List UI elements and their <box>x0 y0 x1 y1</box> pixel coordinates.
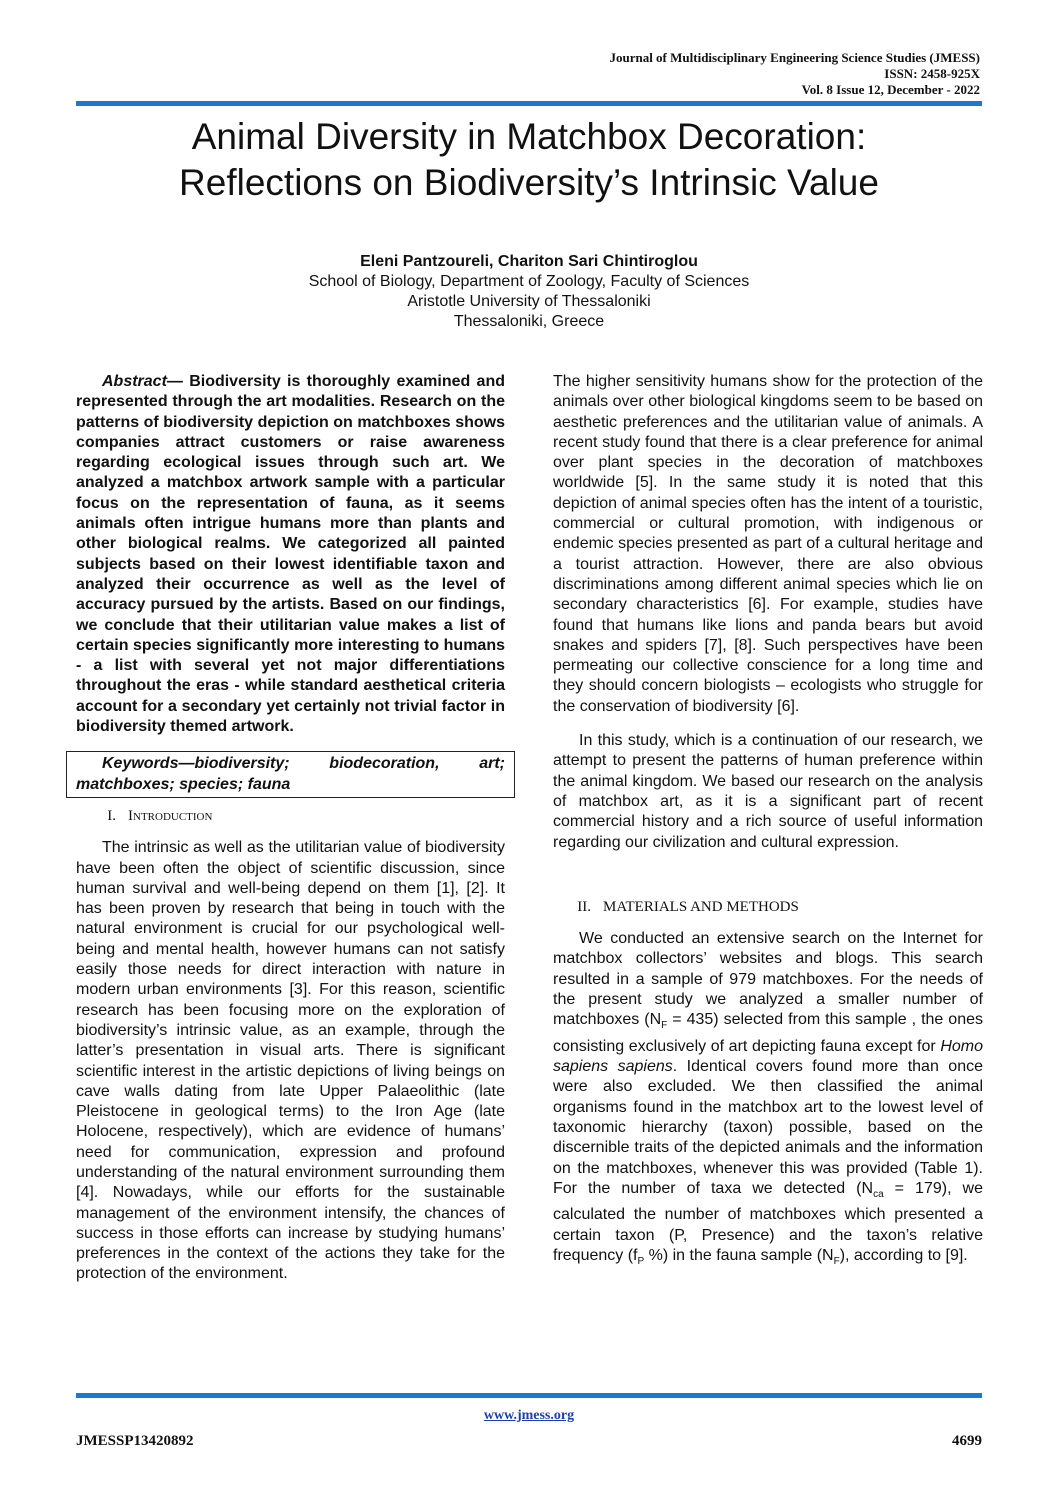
section-number: II. <box>577 898 591 915</box>
paper-id: JMESSP13420892 <box>76 1433 194 1449</box>
methods-text-c: . Identical covers found more than once were also excluded. We then classified the animal organisms found in the matchbox art to the lowest level of taxonomic hierarchy (taxon) possible, based on the discernible traits of the depicted animals and the information on the matchboxes, whenever this was provided (Table 1). For the number of taxa we detected (N <box>553 1058 983 1197</box>
affiliation-line-3: Thessaloniki, Greece <box>453 313 605 330</box>
journal-volume: Vol. 8 Issue 12, December - 2022 <box>801 82 980 97</box>
subscript-f: F <box>661 1020 668 1032</box>
page-number: 4699 <box>952 1433 982 1449</box>
footer-url[interactable] <box>0 1408 1058 1424</box>
journal-name: Journal of Multidisciplinary Engineering Science Studies (JMESS) <box>609 50 980 65</box>
author-block <box>80 252 978 332</box>
methods-text-d: = 179), we calculated the number of matchboxes which presented a certain taxon (P, Presence) and the taxon’s relative frequency (f <box>553 1179 983 1264</box>
abstract-label: Abstract <box>102 373 167 390</box>
methods-paragraph <box>553 929 983 1272</box>
right-column <box>553 372 983 1272</box>
subscript-p: P <box>637 1256 645 1268</box>
title-line-2: Reflections on Biodiversity’s Intrinsic Value <box>179 162 879 203</box>
subscript-f-2: F <box>833 1256 840 1268</box>
right-paragraph-1: The higher sensitivity humans show for the protection of the animals over other biological kingdoms seem to be based on aesthetic preferences and the utilitarian value of animals. A recent study found that there is a clear preference for animal over plant species in the decoration of matchboxes worldwide [5]. In the same study it is noted that this depiction of animal species often has the intent of a touristic, commercial or cultural promotion, with indigenous or endemic species presented as part of a cultural heritage and a tourist attraction. However, there are also obvious discriminations among different animal species which lie on secondary characteristics [6]. For example, studies have found that humans like lions and panda bears but avoid snakes and spiders [7], [8]. Such perspectives have been permeating our collective conscience for a long time and they should concern biologists – ecologists who struggle for the conservation of biodiversity [6]. <box>553 373 983 715</box>
author-names: Eleni Pantzoureli, Chariton Sari Chintiroglou <box>360 253 698 270</box>
affiliation-line-2: Aristotle University of Thessaloniki <box>407 293 651 310</box>
methods-text-e: %) in the fauna sample (N <box>644 1246 834 1264</box>
journal-link[interactable]: www.jmess.org <box>483 1408 575 1423</box>
section-heading-methods <box>553 897 983 917</box>
journal-header <box>609 50 980 98</box>
methods-text-a: We conducted an extensive search on the Internet for matchbox collectors’ websites and blogs. This search resulted in a sample of 979 matchboxes. For the needs of the present study we analyzed a smaller number of matchboxes (N <box>553 930 983 1029</box>
journal-issn: ISSN: 2458-925X <box>884 66 980 81</box>
keywords-text: Keywords—biodiversity; biodecoration, art; matchboxes; species; fauna <box>76 755 505 793</box>
methods-text-f: ), according to [9]. <box>839 1246 968 1264</box>
methods-text-b: = 435) selected from this sample , the ones consisting exclusively of art depicting fauna except for <box>553 1011 983 1055</box>
title-line-1: Animal Diversity in Matchbox Decoration: <box>191 116 867 157</box>
abstract <box>76 372 505 737</box>
introduction-paragraph: The intrinsic as well as the utilitarian value of biodiversity have been often the object of scientific discussion, since human survival and well-being depend on them [1], [2]. It has been proven by research that being in touch with the natural environment is crucial for our psychological well-being and mental health, however humans can not satisfy easily those needs for direct interaction with nature in modern urban environments [3]. For this reason, scientific research has been focusing more on the exploration of biodiversity’s intrinsic value, as an example, through the latter’s presentation in visual arts. There is significant scientific interest in the artistic depictions of living beings on cave walls dating from late Upper Palaeolithic (late Pleistocene in geological terms) to the Iron Age (late Holocene, respectively), which are evidence of humans’ need for communication, expression and profound understanding of the natural environment surrounding them [4]. Nowadays, while our efforts for the sustainable management of the environment intensify, the chances of success in those efforts can increase by studying humans’ preferences in the context of the actions they take for the protection of the environment. <box>76 839 505 1283</box>
affiliation-line-1: School of Biology, Department of Zoology, Faculty of Sciences <box>308 273 750 290</box>
section-title: Introduction <box>128 807 213 824</box>
section-number: I. <box>107 807 116 824</box>
left-column <box>76 372 505 1285</box>
section-title: MATERIALS AND METHODS <box>603 898 799 915</box>
section-heading-introduction <box>76 806 505 826</box>
footer-rule <box>76 1393 982 1398</box>
keywords-box <box>66 751 515 798</box>
header-rule <box>76 101 982 106</box>
paper-title <box>80 114 978 206</box>
abstract-dash: — <box>166 373 190 390</box>
subscript-ca: ca <box>873 1189 884 1201</box>
species-name: Homo sapiens sapiens <box>553 1037 983 1076</box>
abstract-text: Biodiversity is thoroughly examined and represented through the art modalities. Research on the patterns of biodiversity depiction on matchboxes shows companies attract customers or raise awareness regarding ecological issues through such art. We analyzed a matchbox artwork sample with a particular focus on the representation of fauna, as it seems animals often intrigue humans more than plants and other biological realms. We categorized all painted subjects based on their lowest identifiable taxon and analyzed their occurrence as well as the level of accuracy pursued by the artists. Based on our findings, we conclude that their utilitarian value makes a list of certain species significantly more interesting to humans - a list with several yet not major differentiations throughout the eras - while standard aesthetical criteria account for a secondary yet certainly not trivial factor in biodiversity themed artwork. <box>76 373 505 736</box>
right-paragraph-2: In this study, which is a continuation of our research, we attempt to present the patterns of human preference within the animal kingdom. We based our research on the analysis of matchbox art, as it is a significant part of recent commercial history and a rich source of useful information regarding our civilization and cultural expression. <box>553 732 983 851</box>
